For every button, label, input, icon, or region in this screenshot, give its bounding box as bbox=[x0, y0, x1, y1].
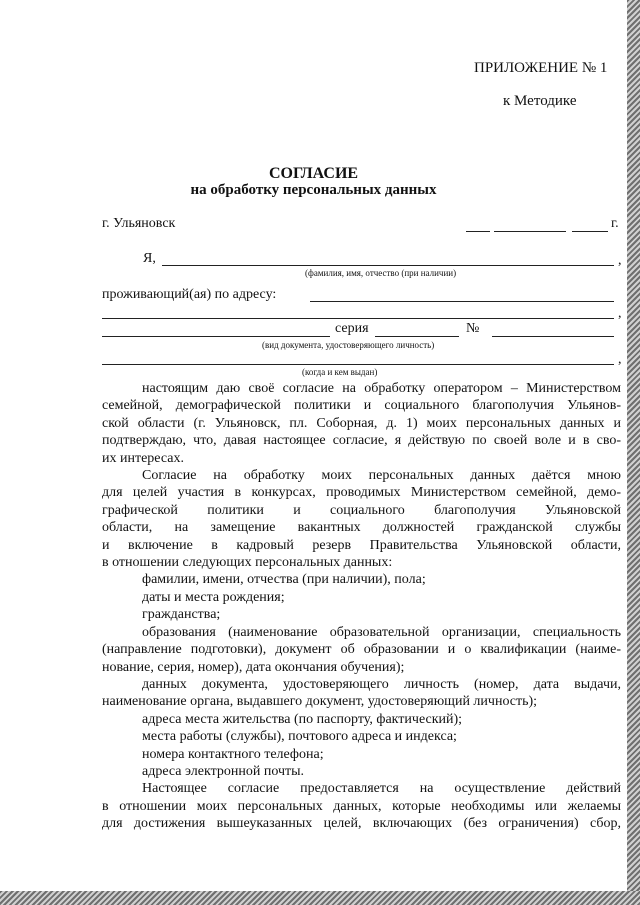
list-item: адреса электронной почты. bbox=[142, 763, 305, 779]
text-line: настоящим даю своё согласие на обработку оператором – Министерством bbox=[142, 381, 621, 396]
text-line: графической политики и социального благополучия Ульяновской bbox=[102, 502, 621, 518]
list-item: места работы (службы), почтового адреса и индекса; bbox=[142, 729, 457, 745]
text-line: Согласие на обработку моих персональных данных даётся мною bbox=[142, 468, 621, 484]
name-caption: (фамилия, имя, отчество (при наличии) bbox=[305, 268, 457, 278]
list-item: даты и места рождения; bbox=[142, 589, 285, 605]
number-label: № bbox=[466, 321, 480, 336]
scan-border-bottom bbox=[0, 891, 640, 905]
list-item: образования (наименование образовательной организации, специальность bbox=[142, 624, 621, 640]
text-line: для достижения вышеуказанных целей, включающих (без ограничения) сбор, bbox=[102, 816, 621, 832]
list-item: гражданства; bbox=[142, 607, 221, 623]
list-item: (направление подготовки), документ об образовании и о квалификации (наиме- bbox=[102, 642, 621, 658]
text-line: Настоящее согласие предоставляется на осуществление действий bbox=[142, 781, 621, 797]
doc-type-line[interactable] bbox=[102, 336, 330, 337]
text-line: их интересах. bbox=[102, 450, 184, 466]
series-line[interactable] bbox=[375, 336, 459, 337]
date-year-line[interactable] bbox=[572, 231, 608, 232]
address-line-1[interactable] bbox=[310, 301, 614, 302]
address-line-2[interactable] bbox=[102, 318, 614, 319]
text-line: ской области (г. Ульяновск, пл. Соборная, д. 1) моих персональных данных и bbox=[102, 415, 621, 431]
series-label: серия bbox=[335, 321, 369, 336]
text-line: области, на замещение вакантных должностей гражданской службы bbox=[102, 520, 621, 536]
document-subtitle: на обработку персональных данных bbox=[190, 182, 437, 198]
comma-mark: , bbox=[618, 253, 622, 268]
text-line: семейной, демографической политики и социального благополучия Ульянов- bbox=[102, 398, 621, 414]
doc-caption: (вид документа, удостоверяющего личность) bbox=[262, 340, 435, 350]
list-item: номера контактного телефона; bbox=[142, 746, 324, 762]
i-label: Я, bbox=[143, 251, 156, 266]
document-title: СОГЛАСИЕ bbox=[268, 165, 359, 182]
issued-caption: (когда и кем выдан) bbox=[302, 367, 378, 377]
list-item: данных документа, удостоверяющего личность (номер, дата выдачи, bbox=[142, 676, 621, 692]
list-item: фамилии, имени, отчества (при наличии), пола; bbox=[142, 572, 426, 588]
year-suffix: г. bbox=[611, 216, 619, 231]
scan-border-right bbox=[627, 0, 640, 905]
consent-body bbox=[102, 380, 621, 833]
text-line: подтверждаю, что, давая настоящее согласие, я действую по своей воле и в сво- bbox=[102, 433, 621, 449]
full-name-line[interactable] bbox=[162, 265, 614, 266]
appendix-label: ПРИЛОЖЕНИЕ № 1 bbox=[474, 60, 608, 76]
text-line: в отношении следующих персональных данных: bbox=[102, 555, 393, 571]
method-label: к Методике bbox=[503, 93, 577, 109]
list-item: адреса места жительства (по паспорту, фактический); bbox=[142, 711, 463, 727]
comma-mark: , bbox=[618, 352, 622, 367]
comma-mark: , bbox=[618, 306, 622, 321]
doc-number-line[interactable] bbox=[492, 336, 614, 337]
text-line: для целей участия в конкурсах, проводимых Министерством семейной, демо- bbox=[102, 485, 621, 501]
date-day-line[interactable] bbox=[466, 231, 490, 232]
address-label: проживающий(ая) по адресу: bbox=[102, 287, 277, 302]
date-month-line[interactable] bbox=[494, 231, 566, 232]
list-item: нование, серия, номер), дата окончания обучения); bbox=[102, 659, 405, 675]
text-line: и включение в кадровый резерв Правительства Ульяновской области, bbox=[102, 537, 621, 553]
issued-by-line[interactable] bbox=[102, 364, 614, 365]
list-item: наименование органа, выдавшего документ, удостоверяющий личность); bbox=[102, 694, 538, 710]
text-line: в отношении моих персональных данных, которые необходимы или желаемы bbox=[102, 798, 621, 814]
city-label: г. Ульяновск bbox=[102, 216, 176, 231]
